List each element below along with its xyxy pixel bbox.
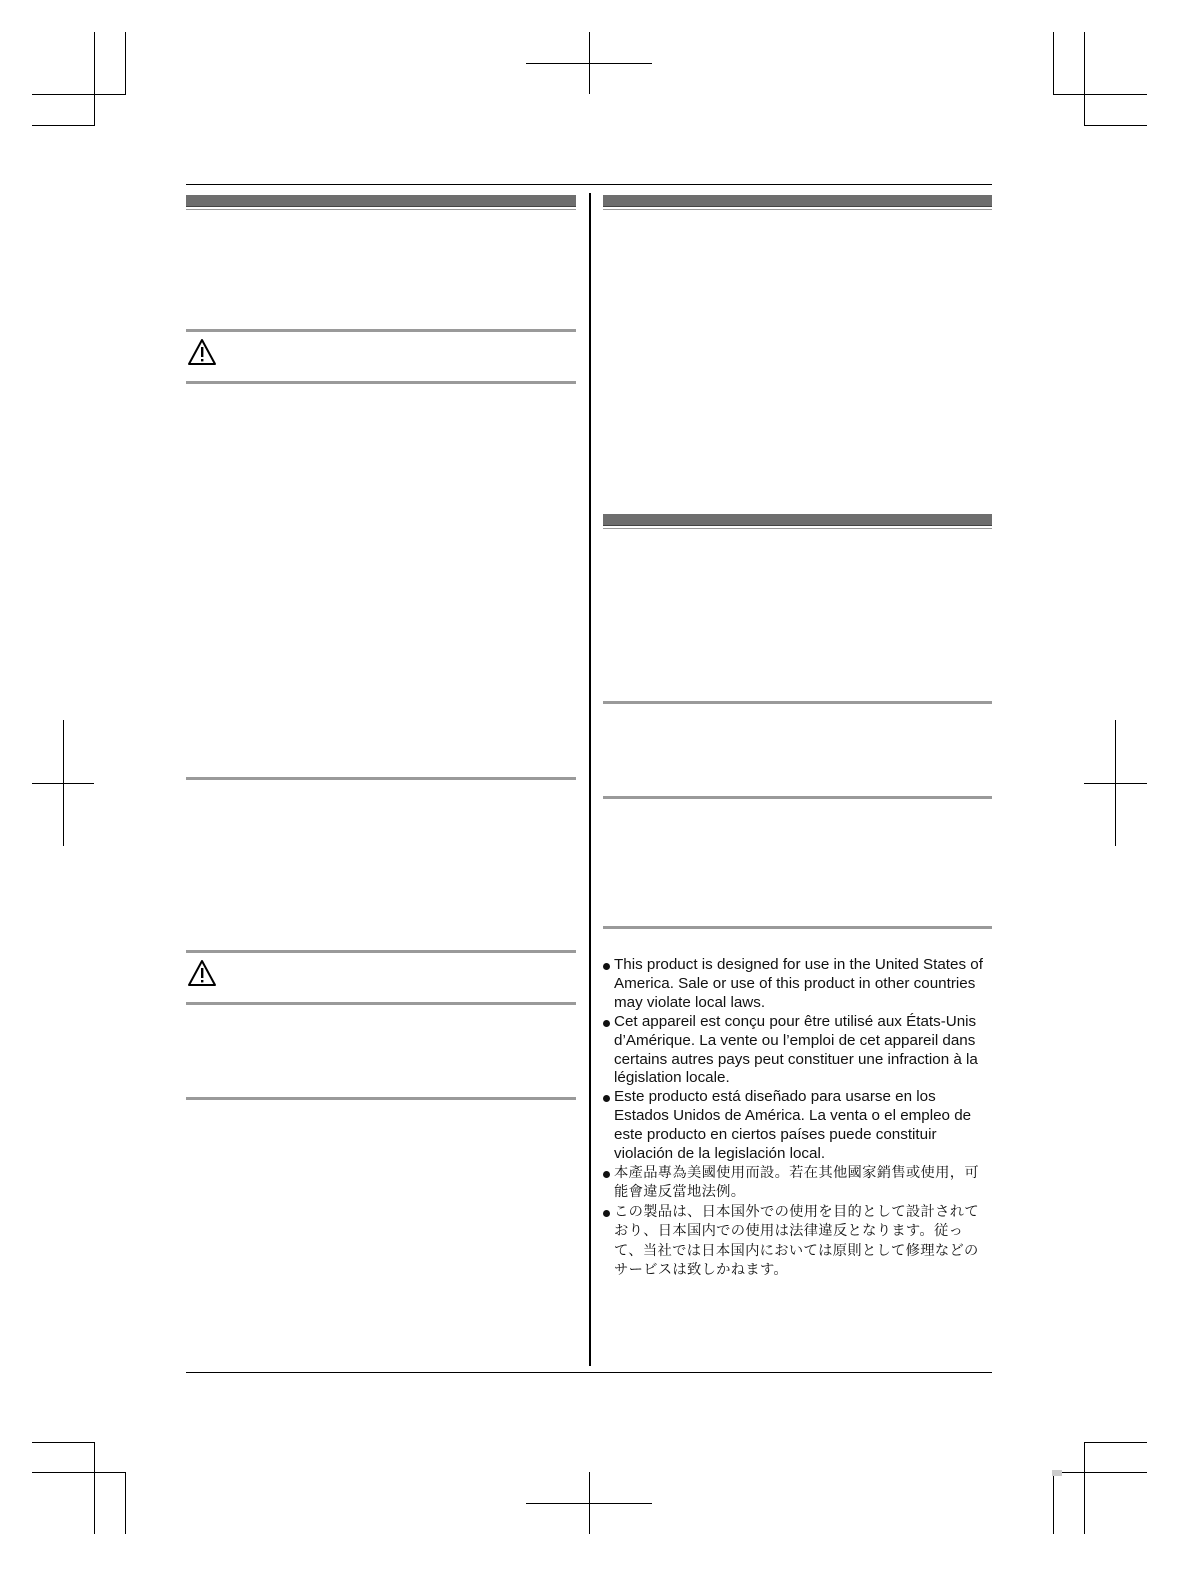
warning-triangle-icon [187, 959, 217, 987]
crop-mark [125, 32, 126, 94]
regional-use-notice [603, 956, 989, 1281]
crop-mark [32, 783, 94, 784]
margin-marker [1052, 1470, 1062, 1476]
section-heading-bar [603, 514, 992, 526]
notice-item-ja: この製品は、日本国外での使用を目的として設計されており、日本国内での使用は法律違反となります。従って、当社では日本国内においては原則として修理などのサービスは致しかねます。 [603, 1203, 989, 1281]
crop-mark [32, 1472, 126, 1473]
subsection-rule [603, 701, 992, 704]
notice-item-fr: Cet appareil est conçu pour être utilisé aux États-Unis d’Amérique. La vente ou l’emploi de cet appareil dans certains autres pays peut constituer une infraction à la législation locale. [603, 1013, 989, 1089]
page-top-rule [186, 184, 992, 185]
section-heading-bar [186, 195, 576, 207]
crop-mark [1053, 94, 1147, 95]
notice-list [603, 956, 989, 1281]
page-bottom-rule [186, 1372, 992, 1373]
caution-box-bottom-rule [186, 1002, 576, 1005]
crop-mark [32, 94, 126, 95]
caution-box-top-rule [186, 329, 576, 332]
crop-mark [526, 1503, 652, 1504]
crop-mark [32, 1442, 94, 1443]
crop-mark [1084, 32, 1085, 126]
crop-mark [1053, 1472, 1054, 1534]
notice-item-en: This product is designed for use in the United States of America. Sale or use of this product in other countries may violate local laws. [603, 956, 989, 1013]
crop-mark [1053, 32, 1054, 94]
section-heading-bar [603, 195, 992, 207]
crop-mark [1053, 1472, 1147, 1473]
notice-item-es: Este producto está diseñado para usarse en los Estados Unidos de América. La venta o el empleo de este producto en ciertos países puede constituir violación de la legislación local. [603, 1088, 989, 1164]
crop-mark [32, 125, 94, 126]
subsection-rule [603, 796, 992, 799]
crop-mark [1084, 1442, 1147, 1443]
crop-mark [1084, 1442, 1085, 1534]
crop-mark [125, 1472, 126, 1534]
notice-item-zh: 本產品專為美國使用而設。若在其他國家銷售或使用，可能會違反當地法例。 [603, 1164, 989, 1203]
subsection-rule [186, 1097, 576, 1100]
caution-box-top-rule [186, 950, 576, 953]
warning-triangle-icon [187, 338, 217, 366]
crop-mark [1084, 125, 1147, 126]
crop-mark [94, 1442, 95, 1534]
crop-mark [1084, 783, 1147, 784]
crop-mark [94, 32, 95, 126]
caution-box-bottom-rule [186, 381, 576, 384]
subsection-rule [603, 926, 992, 929]
column-divider [589, 193, 591, 1366]
crop-mark [526, 63, 652, 64]
subsection-rule [186, 777, 576, 780]
